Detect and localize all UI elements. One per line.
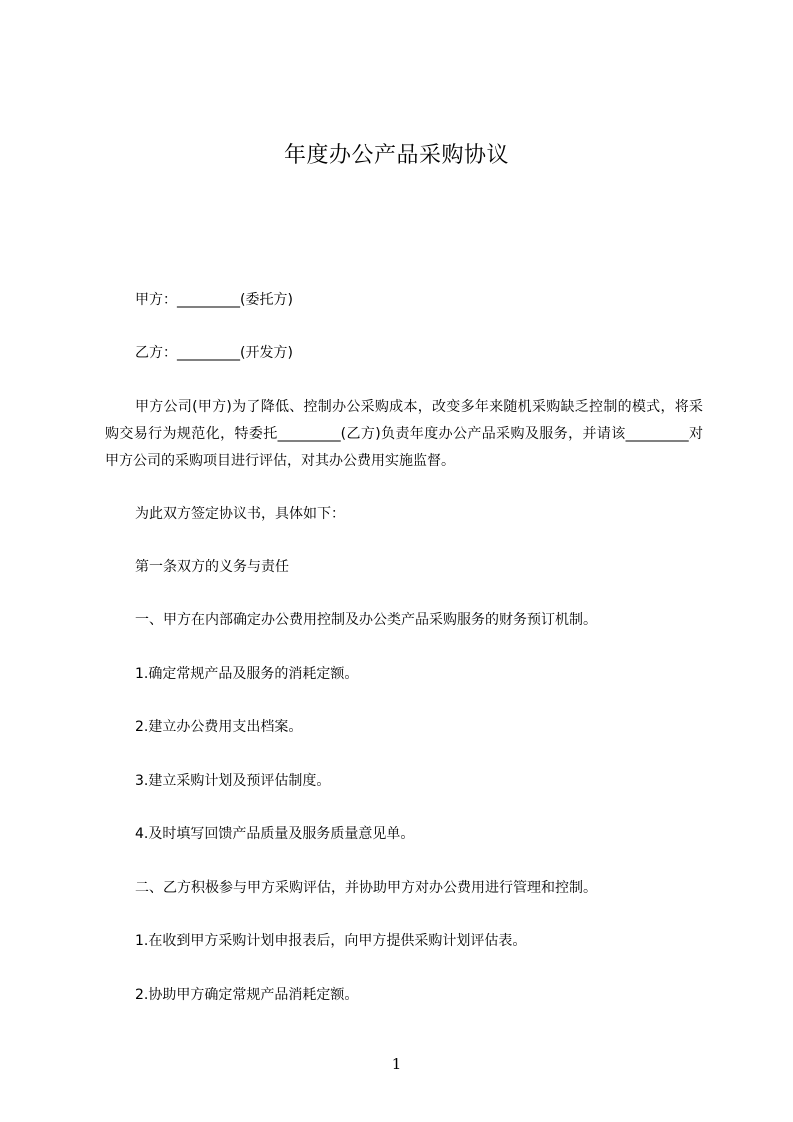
- page-number: 1: [391, 1055, 402, 1073]
- section-2-item: 1.在收到甲方采购计划申报表后，向甲方提供采购计划评估表。: [135, 933, 527, 949]
- intro-paragraph: 甲方公司(甲方)为了降低、控制办公采购成本，改变多年来随机采购缺乏控制的模式，将采购交易行为规范化，特委托_________(乙方)负责年度办公产品采购及服务，并请该_________对甲方公司的采购项目进行评估，对其办公费用实施监督。: [105, 399, 703, 469]
- article-1-title: 第一条双方的义务与责任: [135, 559, 289, 575]
- section-2-item: 2.协助甲方确定常规产品消耗定额。: [135, 987, 359, 1003]
- section-1-item: 1.确定常规产品及服务的消耗定额。: [135, 666, 359, 682]
- agreement-statement: 为此双方签定协议书，具体如下：: [135, 506, 345, 522]
- section-1-heading: 一、甲方在内部确定办公费用控制及办公类产品采购服务的财务预订机制。: [135, 612, 597, 628]
- section-2-heading: 二、乙方积极参与甲方采购评估，并协助甲方对办公费用进行管理和控制。: [135, 880, 597, 896]
- section-1-item: 2.建立办公费用支出档案。: [135, 719, 303, 735]
- section-1-item: 4.及时填写回馈产品质量及服务质量意见单。: [135, 826, 415, 842]
- section-1-item: 3.建立采购计划及预评估制度。: [135, 773, 331, 789]
- party-a-line: 甲方：_________(委托方): [135, 292, 293, 308]
- document-title: 年度办公产品采购协议: [283, 143, 509, 168]
- party-b-line: 乙方：_________(开发方): [135, 345, 293, 361]
